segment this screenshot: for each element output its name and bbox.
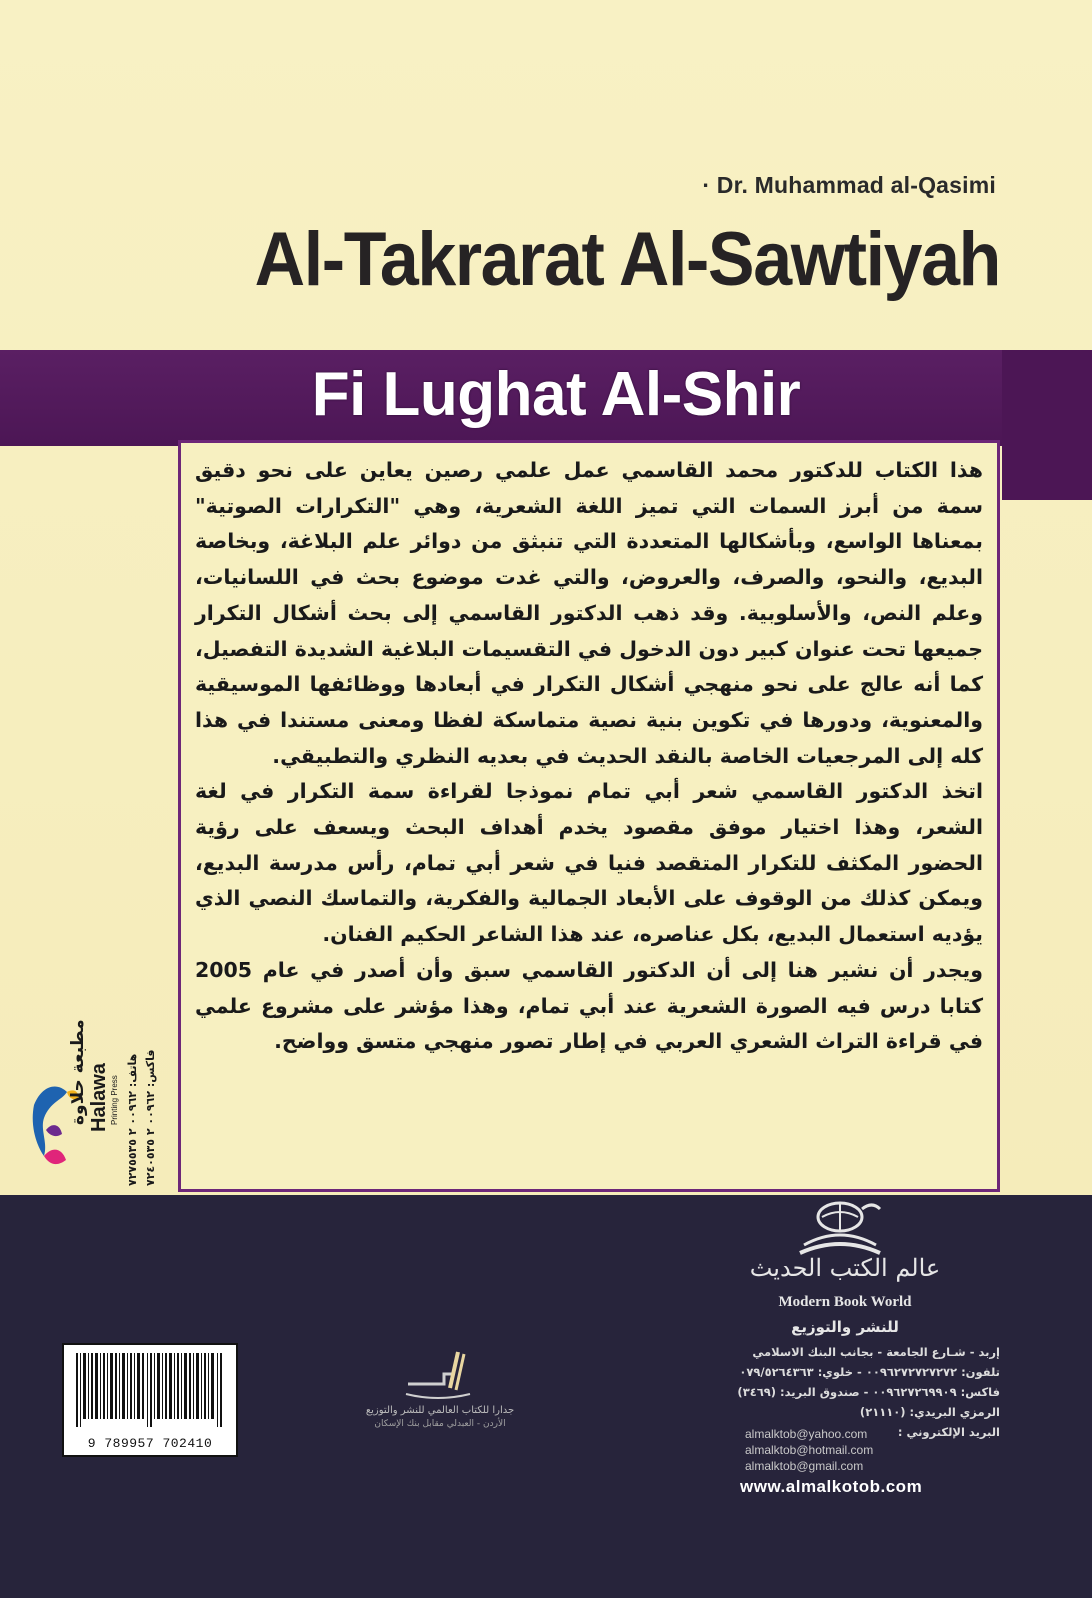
isbn-number: 9 789957 702410 <box>87 1436 213 1451</box>
co-publisher-logo-icon <box>398 1344 478 1404</box>
printer-fax: فاكس: ٠٠٩٦٢ ٢ ٧٢٤٠٥٣٥ <box>144 1049 157 1186</box>
book-subtitle: Fi Lughat Al-Shir <box>311 360 801 429</box>
publisher-email[interactable]: almalktob@hotmail.com <box>745 1443 874 1457</box>
publisher-address-line: إربد - شـارع الجامعة - بجانب البنك الاسلامي <box>752 1345 1000 1359</box>
publisher-address-line: الرمزي البريدي: (٢١١١٠) <box>859 1405 1000 1419</box>
description-paragraph: اتخذ الدكتور القاسمي شعر أبي تمام نموذجا لقراءة سمة التكرار في لغة الشعر، وهذا اختيار موفق مقصود يخدم أهداف البحث ويسعف على رؤية الحضور المكثف للتكرار المتقصد فنيا في شعر أبي تمام، رأس مدرسة البديع، ويمكن كذلك من الوقوف على الأبعاد الجمالية والفكرية، والتماسك النصي الذي يؤديه استعمال البديع، بكل عناصره، عند هذا الشاعر الحكيم الفنان. <box>195 779 983 947</box>
printer-tagline: Printing Press <box>110 1075 119 1125</box>
printer-imprint <box>22 1019 172 1190</box>
publisher-address-line: تلفون: ٠٠٩٦٢٧٢٧٢٧٢٧٢ - خلوي: ٠٧٩/٥٢٦٤٣٦٣ <box>739 1365 1000 1379</box>
publisher-distribution: للنشر والتوزيع <box>791 1318 899 1336</box>
co-publisher-name: جدارا للكتاب العالمي للنشر والتوزيع <box>365 1405 515 1416</box>
co-publisher-address: الأردن - العبدلي مقابل بنك الإسكان <box>374 1419 506 1429</box>
description-paragraph: ويجدر أن نشير هنا إلى أن الدكتور القاسمي سبق وأن أصدر في عام 2005 كتابا درس فيه الصورة الشعرية عند أبي تمام، وهذا مؤشر على مشروع علمي في قراءة التراث الشعري العربي في إطار تصور منهجي متسق وواضح. <box>195 957 983 1054</box>
description-box <box>178 440 1000 1192</box>
publisher-email-label: البريد الإلكتروني : <box>897 1425 1000 1439</box>
printer-name-en: Halawa <box>88 1063 110 1132</box>
publisher-name-en: Modern Book World <box>778 1294 912 1310</box>
publisher-email[interactable]: almalktob@yahoo.com <box>745 1427 868 1441</box>
printer-phone: هاتف: ٠٠٩٦٢ ٢ ٧٢٧٥٥٣٥ <box>126 1053 139 1186</box>
publisher-name-ar: عالم الكتب الحديث <box>749 1254 941 1282</box>
description-paragraph: هذا الكتاب للدكتور محمد القاسمي عمل علمي رصين يعاين على نحو دقيق سمة من أبرز السمات التي تميز اللغة الشعرية، وهي "التكرارات الصوتية" بمعناها الواسع، وبأشكالها المتعددة التي تنبثق من دوائر علم البلاغة، وبخاصة البديع، والنحو، والصرف، والعروض، والتي غدت موضوع بحث في اللسانيات، وعلم النص، والأسلوبية. وقد ذهب الدكتور القاسمي إلى بحث أشكال التكرار جميعها تحت عنوان كبير دون الدخول في التقسيمات البلاغية الشديدة التفصيل، كما أنه عالج على نحو منهجي أشكال التكرار في أبعادها ووظائفها الموسيقية والمعنوية، ودورها في تكوين بنية نصية متماسكة لفظا ومعنى مستندا في هذا كله إلى المرجعيات الخاصة بالنقد الحديث في بعديه النظري والتطبيقي. <box>195 458 983 768</box>
publisher-email[interactable]: almalktob@gmail.com <box>745 1459 864 1473</box>
printer-name-ar: مطبعة حلاوة <box>68 1019 88 1125</box>
isbn-barcode <box>62 1343 238 1457</box>
publisher-website[interactable]: www.almalkotob.com <box>740 1477 923 1496</box>
author-name: · Dr. Muhammad al-Qasimi <box>702 172 996 198</box>
barcode-icon <box>74 1353 226 1427</box>
publisher-address-line: فاكس: ٠٠٩٦٢٧٢٦٩٩٠٩ - صندوق البريد: (٣٤٦٩) <box>737 1385 1000 1399</box>
book-title: Al-Takrarat Al-Sawtiyah <box>254 217 1000 302</box>
